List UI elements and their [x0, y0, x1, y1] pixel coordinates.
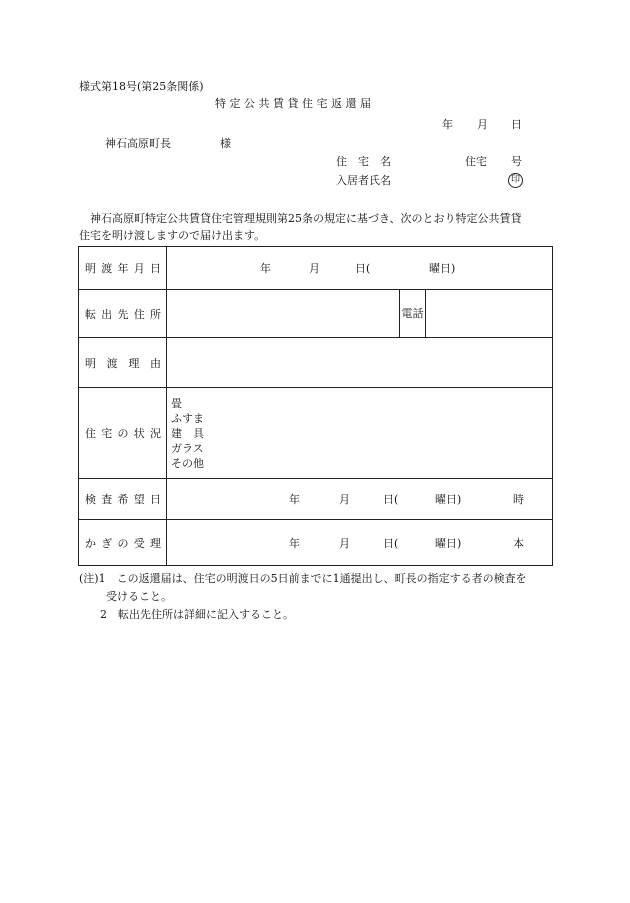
telephone-field[interactable]: [426, 290, 553, 338]
row-new-address: [79, 290, 553, 338]
hour-label: 時: [513, 493, 524, 506]
document-title: 特 定 公 共 賃 貸 住 宅 返 還 届: [215, 97, 371, 110]
month-label: 月: [339, 536, 350, 550]
key-receipt-field[interactable]: [167, 520, 553, 566]
move-out-date-field[interactable]: [167, 247, 553, 290]
intro-line-1: 神石高原町特定公共賃貸住宅管理規則第25条の規定に基づき、次のとおり特定公共賃貸: [90, 212, 522, 225]
row-label: 明渡年月日: [79, 247, 167, 290]
day-label: 日(: [383, 493, 399, 506]
addressee: 神石高原町長: [105, 137, 171, 150]
date-year-label: 年: [442, 118, 453, 131]
resident-name-label: 入居者氏名: [336, 174, 391, 187]
note-1-line-1: (注)1 この返還届は、住宅の明渡日の5日前までに1通提出し、町長の指定する者の検査を: [79, 572, 527, 585]
key-count-label: 本: [513, 536, 524, 550]
row-move-out-date: [79, 247, 553, 290]
year-label: 年: [289, 493, 300, 506]
house-label: 住宅: [465, 155, 487, 168]
row-reason: [79, 338, 553, 388]
weekday-label: 曜日): [429, 262, 456, 275]
row-label: かぎの受理: [79, 520, 167, 566]
month-label: 月: [309, 262, 320, 275]
note-1-line-2: 受けること。: [106, 590, 172, 603]
inspection-date-field[interactable]: [167, 479, 553, 520]
year-label: 年: [289, 536, 300, 550]
application-table: [78, 246, 553, 566]
date-month-label: 月: [477, 118, 488, 131]
row-label: 転出先住所: [79, 290, 167, 338]
row-label: 検査希望日: [79, 479, 167, 520]
condition-item-other: その他: [171, 456, 204, 470]
new-address-field[interactable]: [167, 290, 400, 338]
condition-item-fittings: 建 具: [171, 426, 204, 440]
house-condition-field[interactable]: [167, 388, 553, 479]
row-label: 明渡理由: [79, 338, 167, 388]
row-inspection-date: [79, 479, 553, 520]
note-2: 2 転出先住所は詳細に記入すること。: [100, 608, 294, 621]
honorific: 様: [220, 137, 231, 150]
telephone-label: 電話: [400, 290, 426, 338]
day-label: 日(: [383, 536, 399, 550]
year-label: 年: [260, 262, 271, 275]
day-label: 日(: [355, 262, 371, 275]
weekday-label: 曜日): [435, 493, 462, 506]
row-key-receipt: [79, 520, 553, 566]
weekday-label: 曜日): [435, 536, 462, 550]
date-day-label: 日: [511, 118, 522, 131]
house-number-label: 号: [511, 155, 522, 168]
condition-item-glass: ガラス: [171, 441, 204, 455]
intro-line-2: 住宅を明け渡しますので届け出ます。: [79, 229, 266, 242]
form-number: 様式第18号(第25条関係): [79, 80, 204, 93]
row-label: 住宅の状況: [79, 388, 167, 479]
house-name-label: 住 宅 名: [336, 155, 391, 168]
condition-item-tatami: 畳: [171, 396, 182, 410]
month-label: 月: [339, 493, 350, 506]
seal-mark: 印: [508, 173, 523, 188]
reason-field[interactable]: [167, 338, 553, 388]
row-house-condition: [79, 388, 553, 479]
condition-item-fusuma: ふすま: [171, 411, 204, 425]
